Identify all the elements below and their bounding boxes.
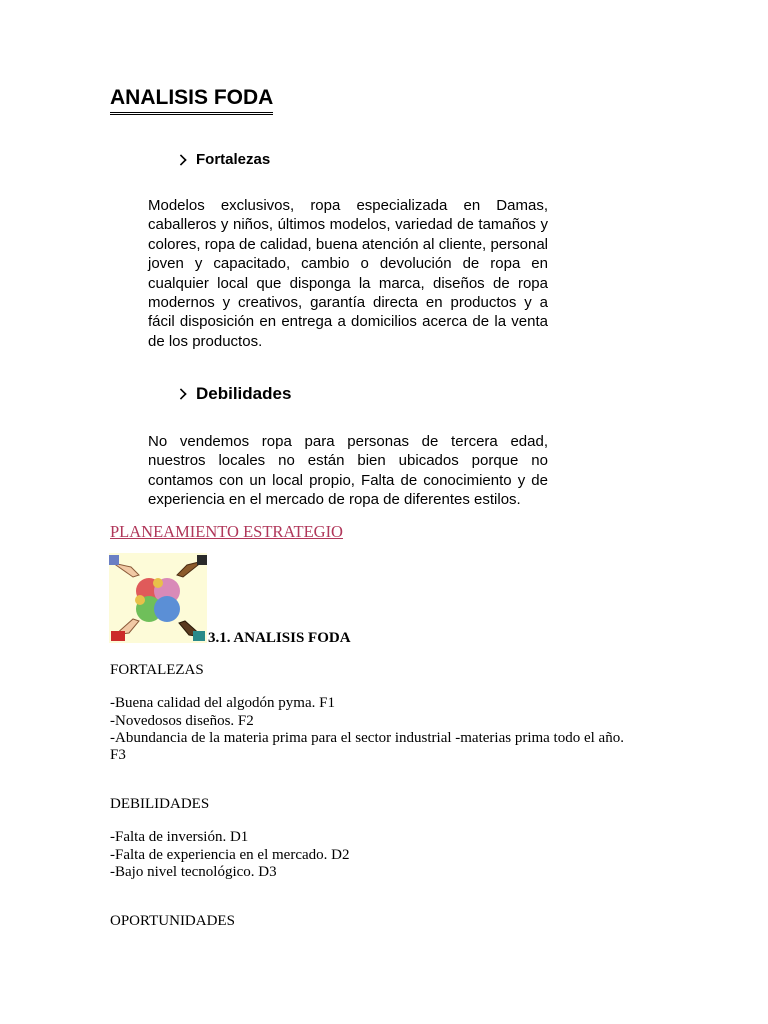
chevron-right-icon bbox=[175, 154, 186, 165]
debilidades-heading bbox=[176, 384, 291, 404]
page-title: ANALISIS FODA bbox=[110, 85, 273, 115]
oportunidades-label: OPORTUNIDADES bbox=[110, 913, 235, 929]
debilidades-paragraph: No vendemos ropa para personas de tercera edad, nuestros locales no están bien ubicados porque no contamos con un local propio, Falta de conocimiento y de experiencia en el mercado de ropa de diferentes estilos. bbox=[148, 433, 548, 509]
hands-puzzle-icon bbox=[109, 553, 207, 643]
list-item: -Falta de inversión. D1 bbox=[110, 829, 249, 845]
list-item: -Falta de experiencia en el mercado. D2 bbox=[110, 847, 350, 863]
list-item: -Bajo nivel tecnológico. D3 bbox=[110, 864, 277, 880]
list-item: -Abundancia de la materia prima para el sector industrial -materias prima todo el año. bbox=[110, 730, 624, 746]
fortalezas-heading bbox=[176, 151, 270, 168]
fortalezas-heading-label: Fortalezas bbox=[196, 151, 271, 168]
fortalezas-label: FORTALEZAS bbox=[110, 662, 204, 678]
section-3-1-heading: 3.1. ANALISIS FODA bbox=[208, 630, 351, 646]
chevron-right-icon bbox=[175, 388, 186, 399]
debilidades-heading-label: Debilidades bbox=[196, 384, 292, 403]
list-item: -Buena calidad del algodón pyma. F1 bbox=[110, 695, 335, 711]
list-item: F3 bbox=[110, 747, 126, 763]
debilidades-label: DEBILIDADES bbox=[110, 796, 210, 812]
fortalezas-paragraph: Modelos exclusivos, ropa especializada en Damas, caballeros y niños, últimos modelos, variedad de tamaños y colores, ropa de calidad, buena atención al cliente, personal joven y capacitado, cambio o devolución de ropa en cualquier local que disponga la marca, diseños de ropa modernos y creativos, garantía directa en productos y a fácil disposición en entrega a domicilios acerca de la venta de los productos. bbox=[148, 197, 548, 350]
list-item: -Novedosos diseños. F2 bbox=[110, 713, 254, 729]
planeamiento-heading: PLANEAMIENTO ESTRATEGIO bbox=[110, 522, 343, 541]
